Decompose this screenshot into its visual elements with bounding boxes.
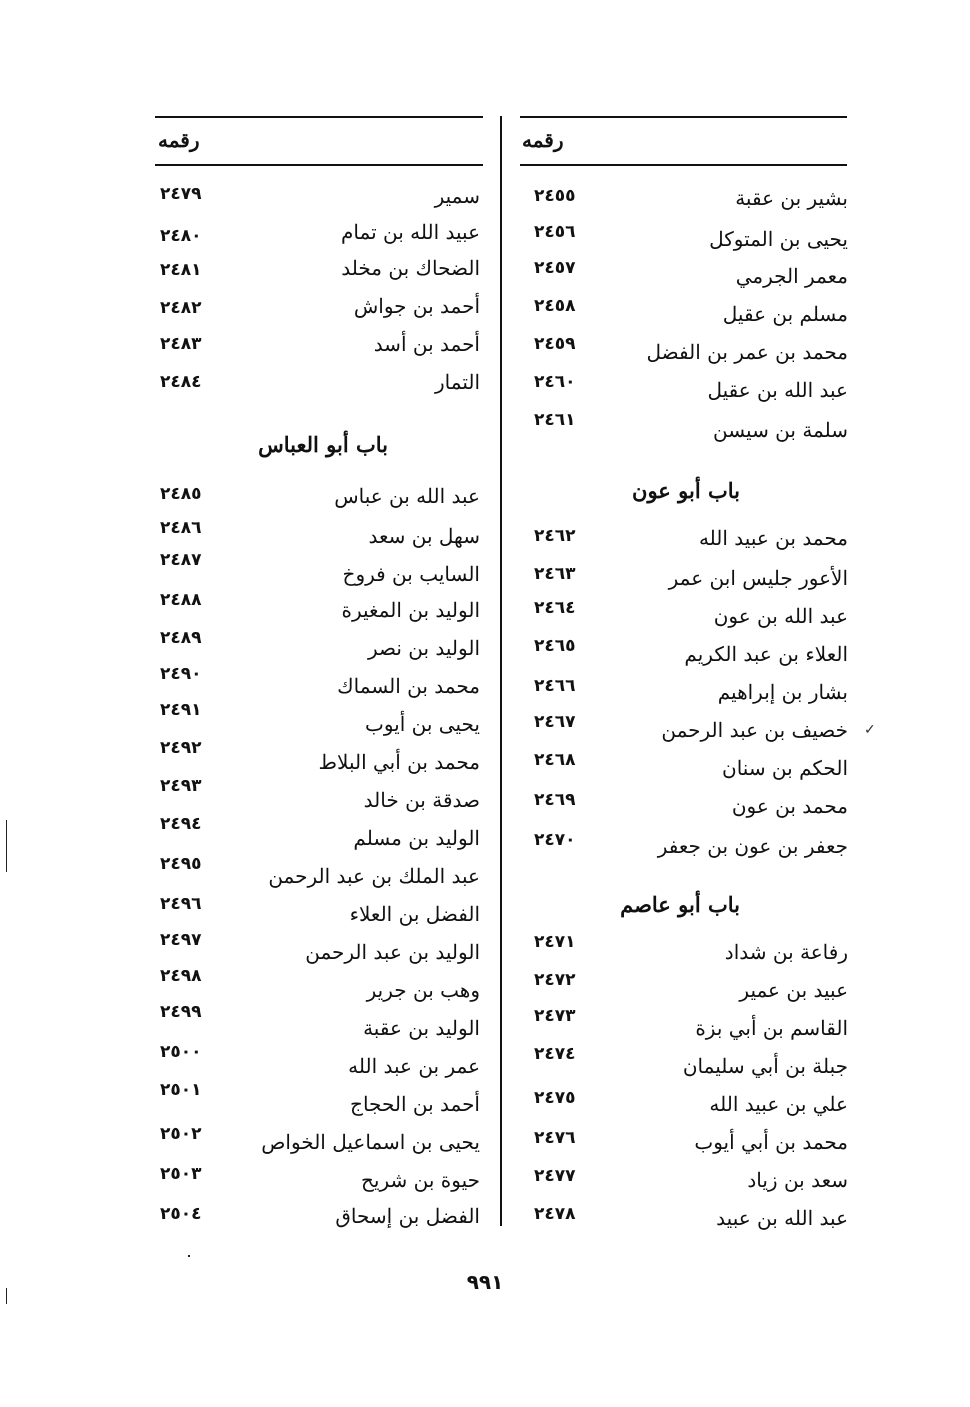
page-number: ٩٩١	[466, 1270, 504, 1294]
left-entry-number: ٢٤٨٦	[160, 518, 202, 538]
left-entry-number: ٢٤٩٧	[160, 930, 202, 950]
left-entry-name: محمد بن السماك	[337, 674, 480, 698]
right-header-top-rule	[520, 116, 847, 118]
right-entry-number: ٢٤٥٥	[534, 186, 576, 206]
left-section-heading: باب أبو العباس	[258, 432, 388, 457]
left-entry-number: ٢٤٨٣	[160, 334, 202, 354]
left-entry-number: ٢٤٩٩	[160, 1002, 202, 1022]
left-entry-number: ٢٥٠٣	[160, 1164, 202, 1184]
left-entry-number: ٢٥٠٢	[160, 1124, 202, 1144]
right-entry-number: ٢٤٦٧	[534, 712, 576, 732]
right-entry-number: ٢٤٧٦	[534, 1128, 576, 1148]
left-entry-name: سمير	[434, 184, 480, 208]
left-header-label: رقمه	[158, 128, 200, 152]
left-entry-name: الضحاك بن مخلد	[341, 256, 480, 280]
left-entry-number: ٢٤٨٢	[160, 298, 202, 318]
left-entry-number: ٢٤٨١	[160, 260, 202, 280]
right-entry-name: محمد بن عبيد الله	[698, 526, 848, 550]
right-entry-number: ٢٤٥٦	[534, 222, 576, 242]
right-entry-name: الأعور جليس ابن عمر	[668, 566, 848, 590]
right-entry-number: ٢٤٦٦	[534, 676, 576, 696]
left-entry-number: ٢٤٨٩	[160, 628, 202, 648]
left-entry-name: يحيى بن أيوب	[365, 712, 480, 736]
left-entry-number: ٢٤٩٤	[160, 814, 202, 834]
right-entry-name: عبد الله بن عون	[713, 604, 848, 628]
left-entry-name: سهل بن سعد	[368, 524, 480, 548]
left-header-bottom-rule	[155, 164, 483, 166]
left-entry-name: الوليد بن المغيرة	[341, 598, 480, 622]
left-entry-number: ٢٤٧٩	[160, 184, 202, 204]
left-entry-number: ٢٤٩٨	[160, 966, 202, 986]
right-entry-number: ٢٤٦٣	[534, 564, 576, 584]
left-entry-name: عبيد الله بن تمام	[341, 220, 480, 244]
right-header-label: رقمه	[522, 128, 564, 152]
right-entry-number: ٢٤٦٨	[534, 750, 576, 770]
right-entry-name: عبد الله بن عبيد	[716, 1206, 848, 1230]
right-section-heading: باب أبو عاصم	[620, 892, 740, 917]
left-entry-number: ٢٤٨٧	[160, 550, 202, 570]
left-entry-name: عمر بن عبد الله	[348, 1054, 480, 1078]
left-entry-name: الفضل بن العلاء	[349, 902, 480, 926]
right-entry-name: سلمة بن سيسن	[712, 418, 848, 442]
right-entry-number: ٢٤٦٠	[534, 372, 576, 392]
right-entry-number: ٢٤٧٣	[534, 1006, 576, 1026]
right-entry-name: بشار بن إبراهيم	[717, 680, 848, 704]
left-entry-name: يحيى بن اسماعيل الخواص	[261, 1130, 480, 1154]
left-entry-name: وهب بن جرير	[366, 978, 480, 1002]
left-entry-number: ٢٤٩٣	[160, 776, 202, 796]
left-entry-name: صدقة بن خالد	[363, 788, 480, 812]
right-entry-number: ٢٤٦٥	[534, 636, 576, 656]
left-header-top-rule	[155, 116, 483, 118]
left-entry-name: عبد الملك بن عبد الرحمن	[268, 864, 480, 888]
left-entry-name: عبد الله بن عباس	[334, 484, 480, 508]
margin-tick: ✓	[864, 722, 876, 738]
right-entry-number: ٢٤٧٢	[534, 970, 576, 990]
right-entry-number: ٢٤٥٩	[534, 334, 576, 354]
left-entry-name: محمد بن أبي البلاط	[318, 750, 480, 774]
right-entry-number: ٢٤٦١	[534, 410, 576, 430]
left-entry-name: أحمد بن الحجاج	[350, 1092, 480, 1116]
scan-mark	[6, 1288, 7, 1304]
left-entry-number: ٢٤٨٤	[160, 372, 202, 392]
column-divider	[500, 116, 502, 1226]
right-entry-number: ٢٤٧٠	[534, 830, 576, 850]
right-entry-name: محمد بن عمر بن الفضل	[646, 340, 848, 364]
left-entry-name: حيوة بن شريح	[361, 1168, 480, 1192]
right-entry-name: مسلم بن عقيل	[722, 302, 848, 326]
right-entry-name: محمد بن أبي أيوب	[694, 1130, 848, 1154]
right-entry-number: ٢٤٧١	[534, 932, 576, 952]
left-entry-name: الوليد بن عبد الرحمن	[305, 940, 480, 964]
left-entry-name: الوليد بن عقبة	[363, 1016, 480, 1040]
right-entry-name: عبيد بن عمير	[739, 978, 848, 1002]
left-entry-name: الوليد بن مسلم	[353, 826, 480, 850]
right-entry-number: ٢٤٦٩	[534, 790, 576, 810]
left-entry-name: أحمد بن جواش	[353, 294, 480, 318]
right-entry-name: جعفر بن عون بن جعفر	[657, 834, 848, 858]
right-entry-number: ٢٤٧٤	[534, 1044, 576, 1064]
left-entry-number: ٢٤٩١	[160, 700, 202, 720]
right-entry-number: ٢٤٧٨	[534, 1204, 576, 1224]
right-entry-name: القاسم بن أبي بزة	[695, 1016, 848, 1040]
left-entry-number: ٢٤٨٨	[160, 590, 202, 610]
right-entry-name: محمد بن عون	[731, 794, 848, 818]
scan-dot	[188, 1255, 190, 1257]
left-entry-name: الفضل بن إسحاق	[335, 1204, 480, 1228]
right-entry-name: خصيف بن عبد الرحمن	[661, 718, 848, 742]
right-header-bottom-rule	[520, 164, 847, 166]
right-entry-name: سعد بن زياد	[747, 1168, 848, 1192]
right-entry-number: ٢٤٥٨	[534, 296, 576, 316]
right-entry-name: معمر الجرمي	[735, 264, 848, 288]
left-entry-name: أحمد بن أسد	[373, 332, 480, 356]
right-entry-number: ٢٤٧٥	[534, 1088, 576, 1108]
right-entry-name: رفاعة بن شداد	[724, 940, 848, 964]
right-entry-number: ٢٤٦٢	[534, 526, 576, 546]
left-entry-number: ٢٤٨٥	[160, 484, 202, 504]
left-entry-number: ٢٤٩٠	[160, 664, 202, 684]
left-entry-number: ٢٤٩٥	[160, 854, 202, 874]
right-entry-number: ٢٤٦٤	[534, 598, 576, 618]
scan-mark	[6, 820, 7, 872]
right-section-heading: باب أبو عون	[632, 478, 740, 503]
right-entry-number: ٢٤٥٧	[534, 258, 576, 278]
right-entry-name: العلاء بن عبد الكريم	[684, 642, 848, 666]
right-entry-name: عبد الله بن عقيل	[707, 378, 848, 402]
right-entry-name: علي بن عبيد الله	[709, 1092, 848, 1116]
right-entry-name: الحكم بن سنان	[722, 756, 848, 780]
right-entry-name: بشير بن عقبة	[735, 186, 848, 210]
left-entry-number: ٢٤٩٦	[160, 894, 202, 914]
right-entry-name: جبلة بن أبي سليمان	[682, 1054, 848, 1078]
left-entry-number: ٢٥٠١	[160, 1080, 202, 1100]
left-entry-name: التمار	[435, 370, 480, 394]
left-entry-number: ٢٥٠٠	[160, 1042, 202, 1062]
left-entry-number: ٢٤٨٠	[160, 226, 202, 246]
right-entry-number: ٢٤٧٧	[534, 1166, 576, 1186]
left-entry-name: الوليد بن نصر	[367, 636, 480, 660]
left-entry-number: ٢٥٠٤	[160, 1204, 202, 1224]
right-entry-name: يحيى بن المتوكل	[709, 227, 848, 251]
left-entry-number: ٢٤٩٢	[160, 738, 202, 758]
left-entry-name: السايب بن فروخ	[342, 562, 480, 586]
